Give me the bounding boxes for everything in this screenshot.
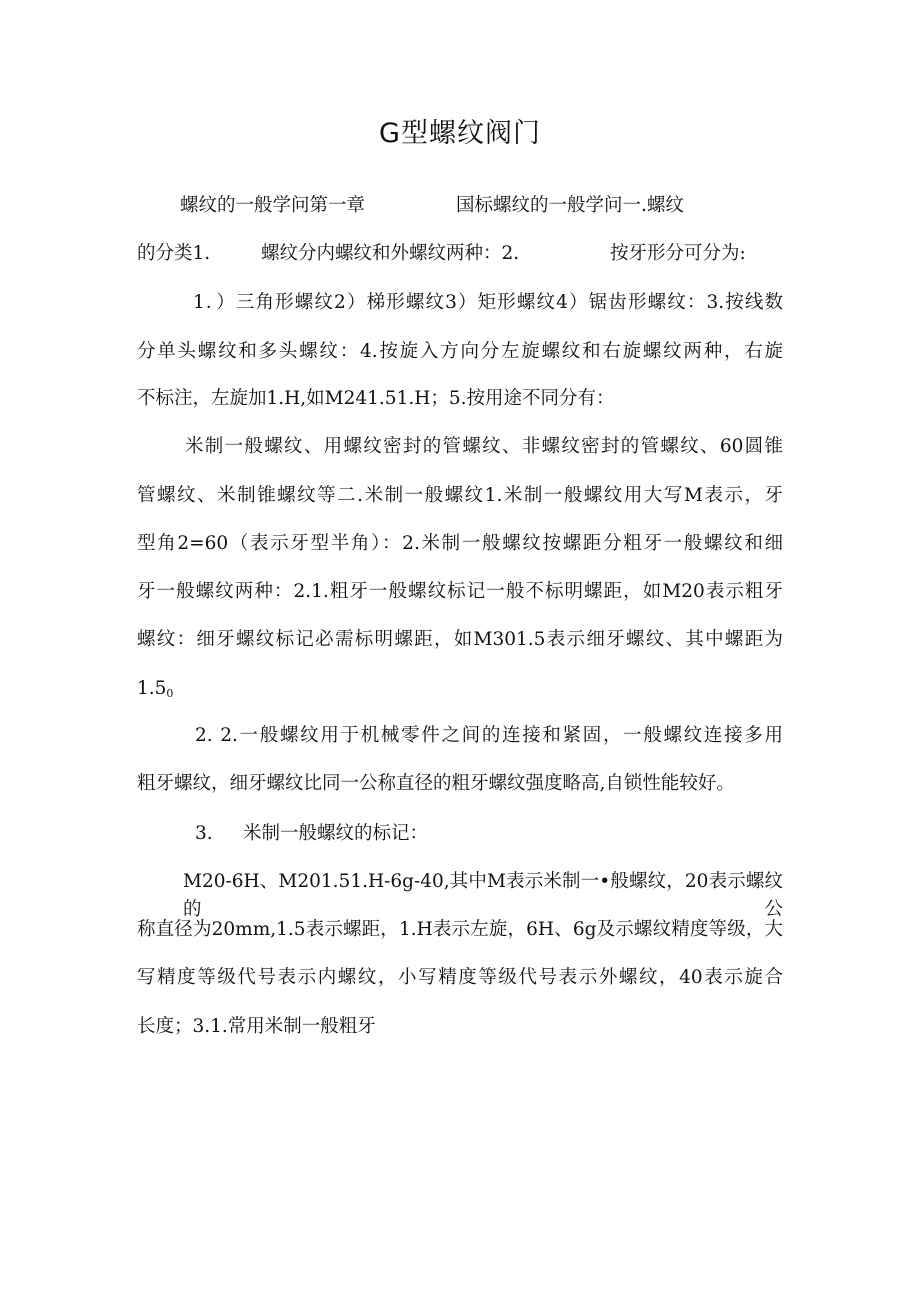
text-line: 牙一般螺纹两种：2.1.粗牙一般螺纹标记一般不标明螺距，如M20表示粗牙: [137, 581, 783, 602]
text-line: 螺纹分内螺纹和外螺纹两种：2.: [261, 243, 520, 264]
text-line: 3.: [195, 823, 213, 844]
text-line: 1．）三角形螺纹2）梯形螺纹3）矩形螺纹4）锯齿形螺纹：3.按线数: [193, 292, 783, 313]
text-line: 型角2=60（表示牙型半角）：2.米制一般螺纹按螺距分粗牙一般螺纹和细: [137, 533, 783, 554]
text-line: 螺纹的一般学问第一章: [180, 195, 366, 216]
text-line: 按牙形分可分为:: [610, 243, 746, 264]
text-fragment: 1.5: [137, 678, 167, 699]
text-line: 称直径为20mm,1.5表示螺距，1.H表示左旋，6H、6g及示螺纹精度等级，大: [137, 919, 783, 940]
text-line: 米制一般螺纹的标记：: [243, 823, 429, 844]
text-line: 不标注，左旋加1.H,如M241.51.H；5.按用途不同分有：: [137, 388, 615, 409]
text-line: 管螺纹、米制锥螺纹等二.米制一般螺纹1.米制一般螺纹用大写M表示，牙: [137, 485, 783, 506]
text-line: 写精度等级代号表示内螺纹，小写精度等级代号表示外螺纹，40表示旋合: [137, 967, 783, 988]
document-title: G型螺纹阀门: [379, 118, 541, 149]
text-line: 螺纹：细牙螺纹标记必需标明螺距，如M301.5表示细牙螺纹、其中螺距为: [137, 629, 783, 650]
text-line: 长度；3.1.常用米制一般粗牙: [137, 1016, 376, 1037]
text-line: 米制一般螺纹、用螺纹密封的管螺纹、非螺纹密封的管螺纹、60圆锥: [185, 436, 783, 457]
text-line: [137, 675, 173, 708]
subscript-text: 0: [166, 687, 174, 700]
text-line: 国标螺纹的一般学问一.螺纹: [456, 195, 684, 216]
text-line: 2. 2.一般螺纹用于机械零件之间的连接和紧固，一般螺纹连接多用: [195, 725, 783, 746]
text-line: 粗牙螺纹，细牙螺纹比同一公称直径的粗牙螺纹强度略高,自锁性能较好。: [137, 773, 735, 794]
text-line: M20-6H、M201.51.H-6g-40,其中M表示米制一•般螺纹，20表示螺纹的公: [183, 871, 783, 920]
text-line: 分单头螺纹和多头螺纹：4.按旋入方向分左旋螺纹和右旋螺纹两种，右旋: [137, 341, 783, 362]
text-line: 的分类1.: [137, 243, 211, 264]
